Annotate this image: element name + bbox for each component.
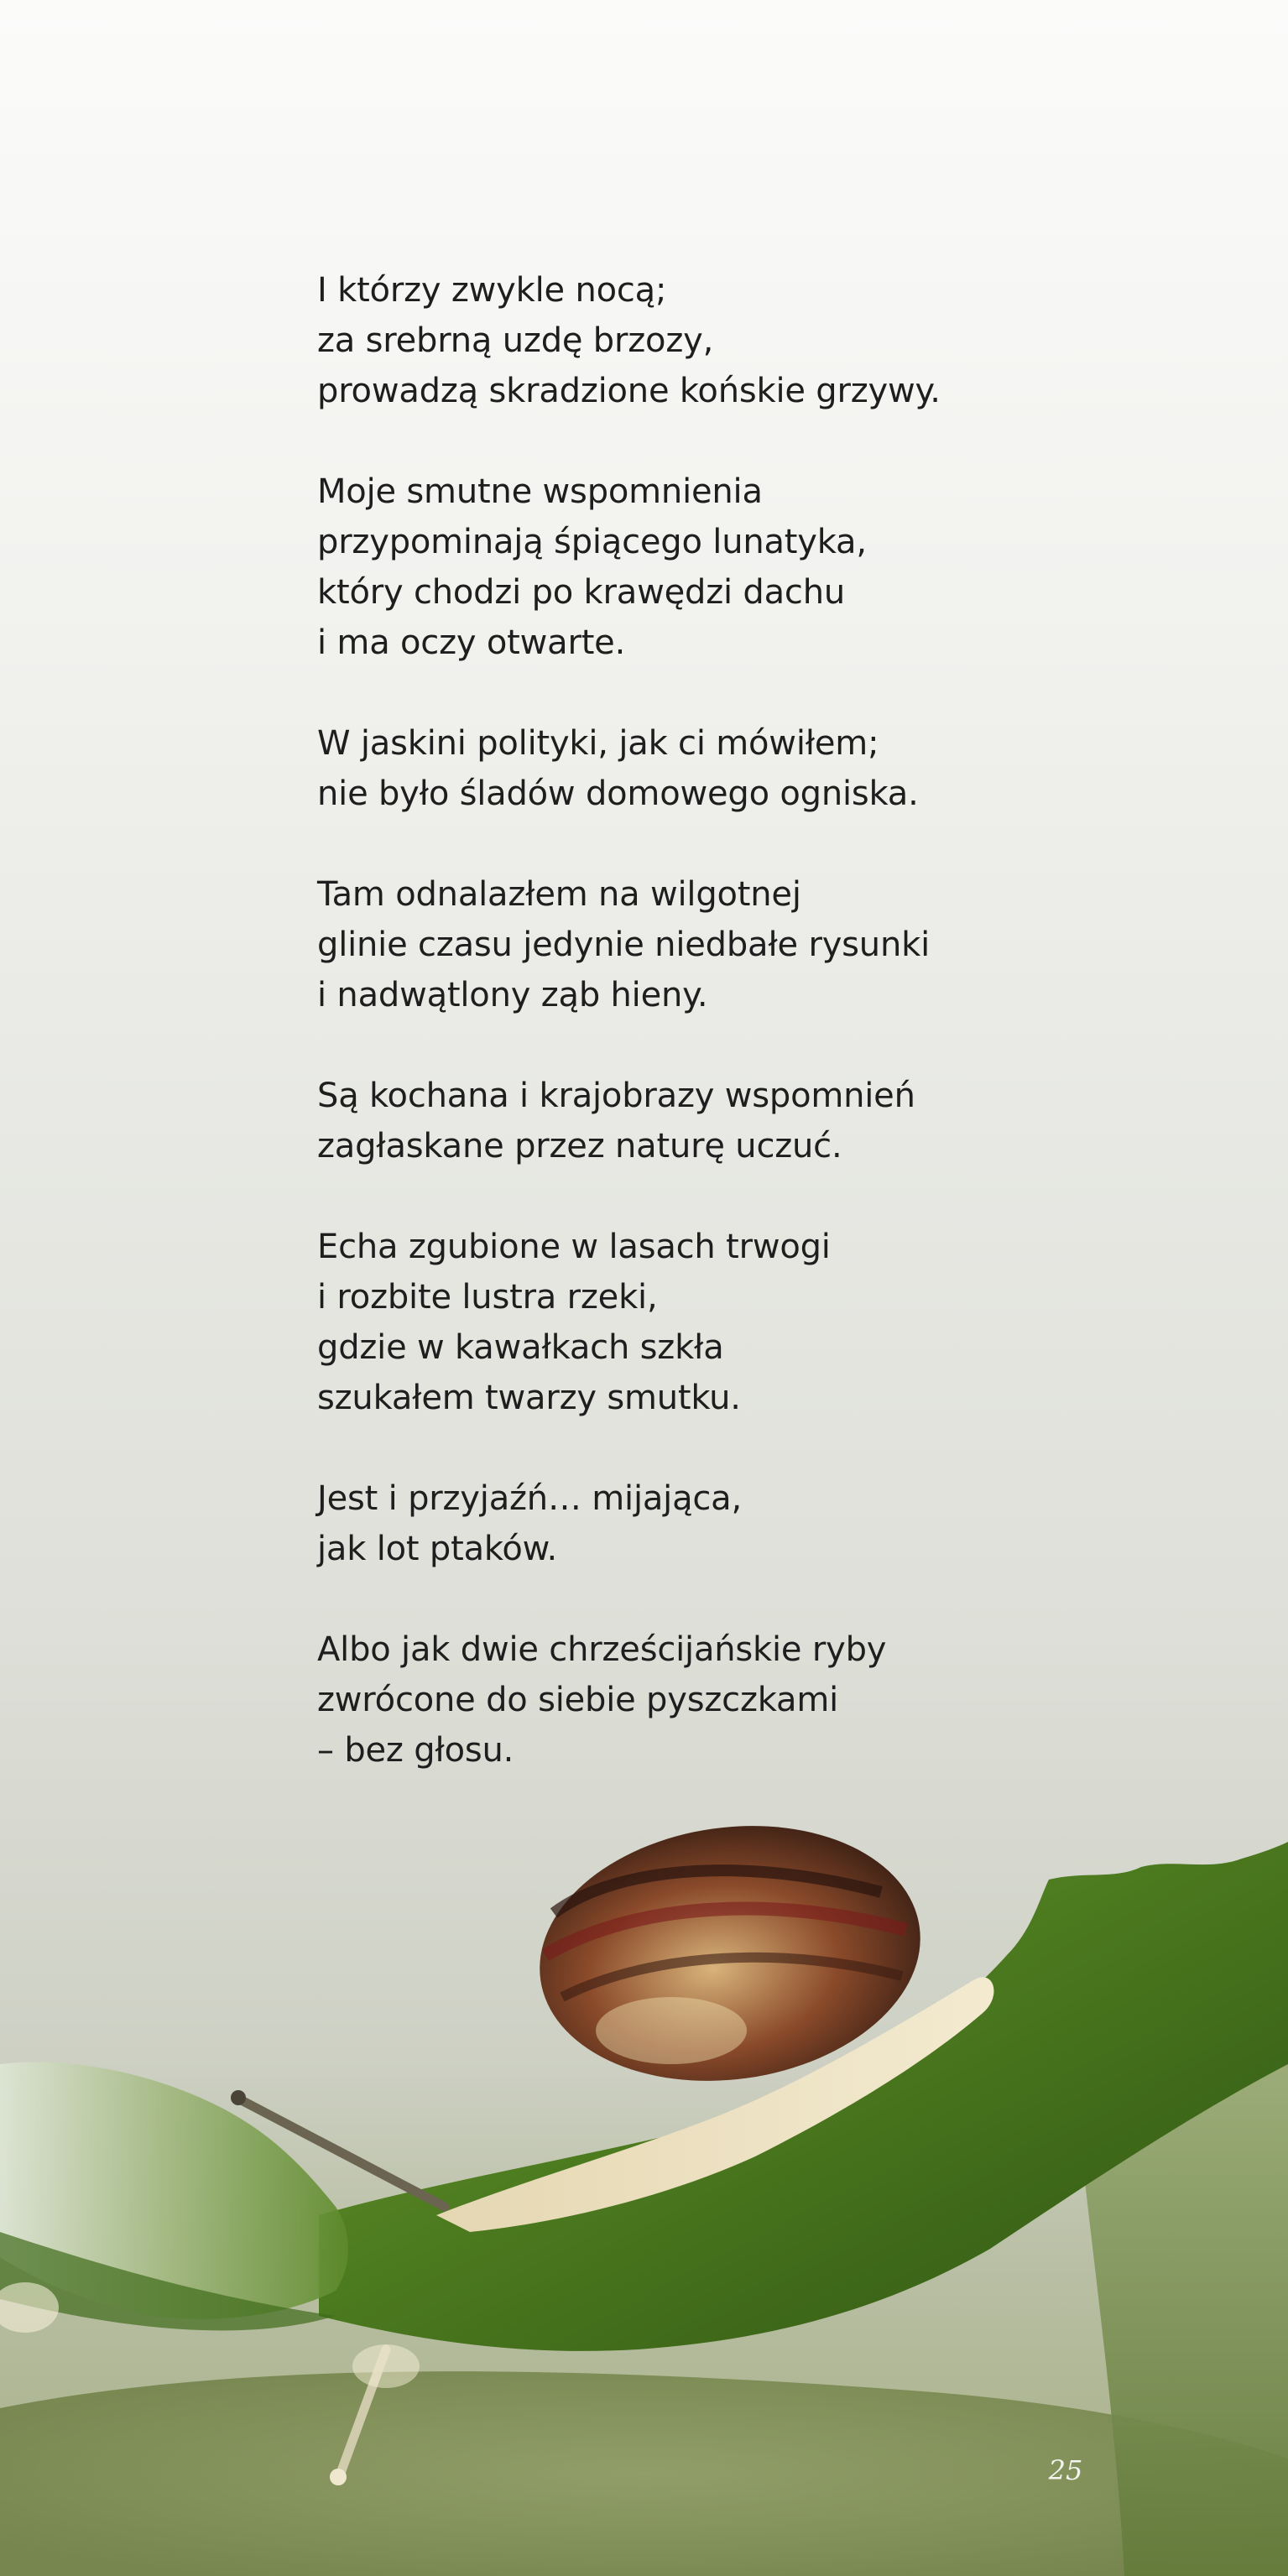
poem-line: który chodzi po krawędzi dachu — [317, 573, 846, 612]
snail-on-leaf-photo — [0, 1804, 1288, 2576]
stanza-1 — [317, 265, 1072, 416]
poem-line: Tam odnalazłem na wilgotnej — [317, 875, 801, 914]
poem-line: jak lot ptaków. — [317, 1530, 558, 1568]
poem-line: i ma oczy otwarte. — [317, 623, 626, 662]
stanza-4 — [317, 869, 1072, 1020]
stanza-7 — [317, 1473, 1072, 1574]
stanza-8 — [317, 1624, 1072, 1776]
poem-line: prowadzą skradzione końskie grzywy. — [317, 372, 941, 410]
stanza-2 — [317, 467, 1072, 668]
poem-line: zagłaskane przez naturę uczuć. — [317, 1127, 842, 1165]
poem-line: – bez głosu. — [317, 1731, 514, 1770]
poem-line: zwrócone do siebie pyszczkami — [317, 1681, 838, 1719]
poem-line: Jest i przyjaźń… mijająca, — [317, 1479, 743, 1518]
poem-line: za srebrną uzdę brzozy, — [317, 321, 714, 360]
poem-line: szukałem twarzy smutku. — [317, 1379, 741, 1417]
poem — [317, 265, 1072, 1776]
poem-line: I którzy zwykle nocą; — [317, 271, 667, 310]
poem-line: Moje smutne wspomnienia — [317, 472, 763, 511]
poem-line: Albo jak dwie chrześcijańskie ryby — [317, 1630, 887, 1669]
stanza-6 — [317, 1222, 1072, 1423]
poem-line: Echa zgubione w lasach trwogi — [317, 1228, 831, 1266]
page-number: 25 — [1048, 2454, 1083, 2486]
poem-line: i nadwątlony ząb hieny. — [317, 976, 708, 1014]
poem-line: glinie czasu jedynie niedbałe rysunki — [317, 926, 930, 964]
stanza-3 — [317, 718, 1072, 819]
stanza-5 — [317, 1071, 1072, 1171]
poem-line: przypominają śpiącego lunatyka, — [317, 523, 867, 561]
poem-line: i rozbite lustra rzeki, — [317, 1278, 658, 1317]
poem-line: Są kochana i krajobrazy wspomnień — [317, 1077, 915, 1115]
poem-line: nie było śladów domowego ogniska. — [317, 774, 919, 813]
poem-line: gdzie w kawałkach szkła — [317, 1328, 724, 1367]
poem-line: W jaskini polityki, jak ci mówiłem; — [317, 724, 879, 763]
